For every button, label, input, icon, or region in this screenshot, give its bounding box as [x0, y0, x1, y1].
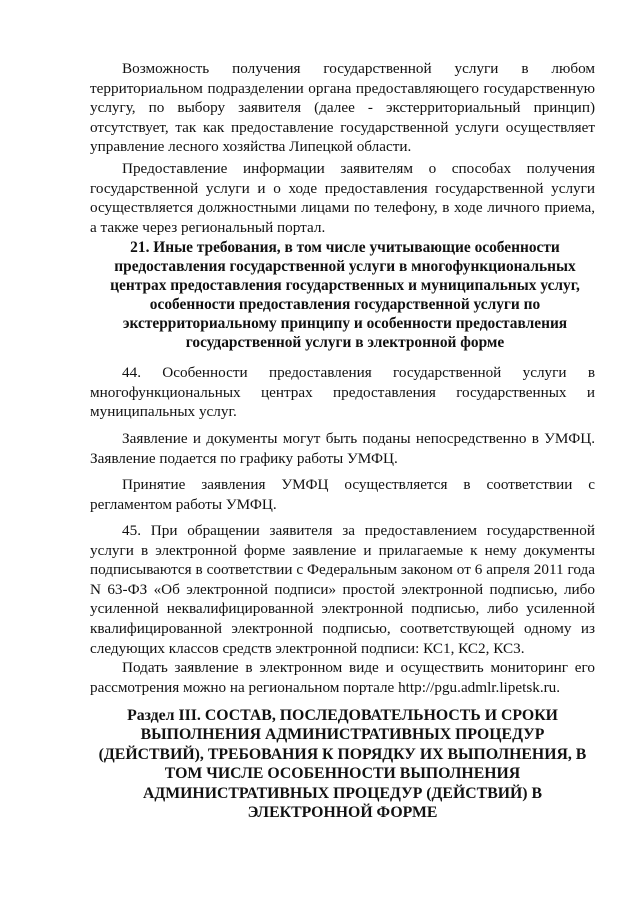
paragraph-44: 44. Особенности предоставления государственной услуги в многофункциональных центрах предоставления государственных и муниципальных услуг. — [90, 364, 595, 421]
paragraph-45-portal: Подать заявление в электронном виде и осуществить мониторинг его рассмотрения можно на региональном портале http://pgu.admlr.lipetsk.ru. — [90, 659, 595, 696]
section-21-heading: 21. Иные требования, в том числе учитывающие особенности предоставления государственной услуги в многофункциональных центрах предоставления государственных и муниципальных услуг, особенности предоставления государственной услуги по экстерриториальному принципу и особенности предоставления государственной услуги в электронной форме — [110, 239, 580, 352]
paragraph-44-acceptance: Принятие заявления УМФЦ осуществляется в соответствии с регламентом работы УМФЦ. — [90, 476, 595, 513]
section-3-heading: Раздел III. СОСТАВ, ПОСЛЕДОВАТЕЛЬНОСТЬ И СРОКИ ВЫПОЛНЕНИЯ АДМИНИСТРАТИВНЫХ ПРОЦЕДУР (ДЕЙСТВИЙ), ТРЕБОВАНИЯ К ПОРЯДКУ ИХ ВЫПОЛНЕНИЯ, В ТОМ ЧИСЛЕ ОСОБЕННОСТИ ВЫПОЛНЕНИЯ АДМИНИСТРАТИВНЫХ ПРОЦЕДУР (ДЕЙСТВИЙ) В ЭЛЕКТРОННОЙ ФОРМЕ — [98, 707, 587, 822]
paragraph-45: 45. При обращении заявителя за предоставлением государственной услуги в электронной форме заявление и прилагаемые к нему документы подписываются в соответствии с Федеральным законом от 6 апреля 2011 года N 63-ФЗ «Об электронной подписи» простой электронной подписью, либо усиленной неквалифицированной электронной подписью, либо усиленной квалифицированной электронной подписью, соответствующей одному из следующих классов средств электронной подписи: КС1, КС2, КС3. — [90, 522, 595, 657]
paragraph-information: Предоставление информации заявителям о способах получения государственной услуги и о ходе предоставления государственной услуги осуществляется должностными лицами по телефону, в ходе личного приема, а также через региональный портал. — [90, 160, 595, 236]
paragraph-extraterritorial: Возможность получения государственной услуги в любом территориальном подразделении органа предоставляющего государственную услугу, по выбору заявителя (далее - экстерриториальный принцип) отсутствует, так как предоставление государственной услуги осуществляет управление лесного хозяйства Липецкой области. — [90, 60, 595, 156]
paragraph-44-submission: Заявление и документы могут быть поданы непосредственно в УМФЦ. Заявление подается по графику работы УМФЦ. — [90, 430, 595, 467]
